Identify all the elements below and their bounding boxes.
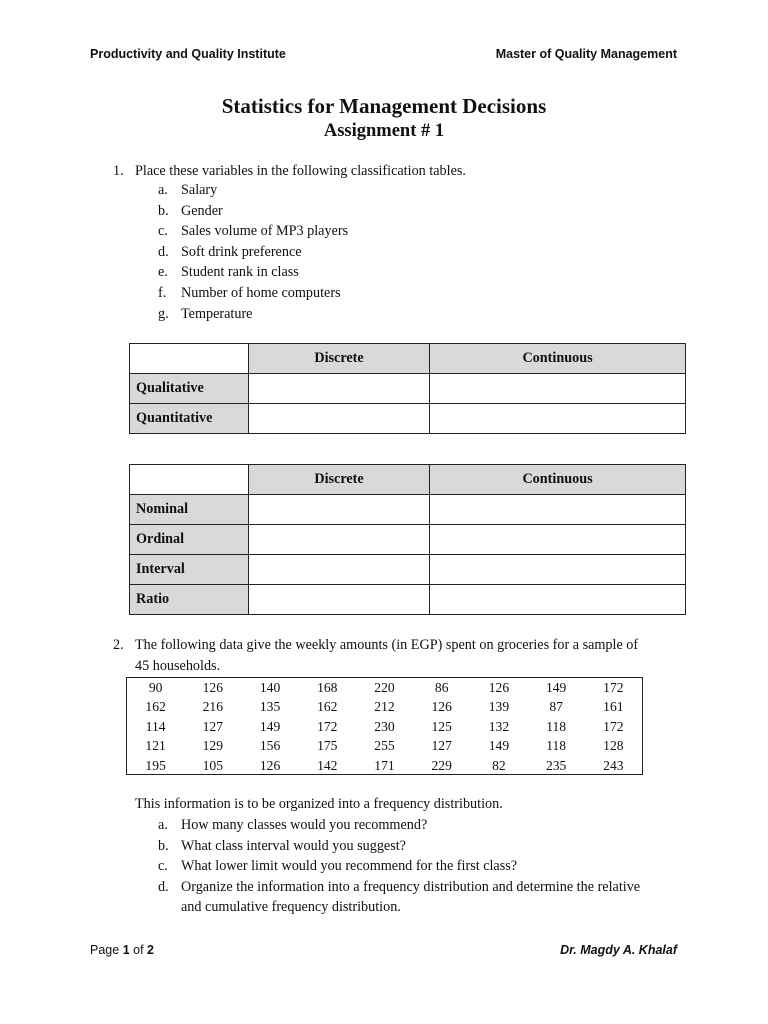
classification-table-1 [129, 343, 686, 434]
data-cell: 114 [145, 718, 166, 734]
answer-cell[interactable] [249, 374, 430, 404]
answer-cell[interactable] [430, 495, 686, 525]
data-cell: 87 [549, 699, 563, 715]
table-corner-cell [130, 344, 249, 374]
data-cell: 142 [317, 757, 338, 773]
data-cell: 171 [374, 757, 395, 773]
data-cell: 162 [145, 699, 166, 715]
data-cell: 162 [317, 699, 338, 715]
list-text: How many classes would you recommend? [181, 817, 428, 833]
data-cell: 172 [603, 680, 624, 695]
table-row [127, 756, 642, 775]
data-cell: 121 [145, 738, 166, 754]
row-label-qualitative: Qualitative [130, 374, 249, 404]
list-letter: a. [158, 182, 168, 198]
data-cell: 118 [546, 738, 567, 754]
list-text: and cumulative frequency distribution. [181, 899, 401, 916]
page-current: 1 [122, 943, 130, 957]
data-cell: 172 [603, 718, 624, 734]
data-cell: 82 [492, 757, 506, 773]
question-2-number: 2. [113, 637, 124, 653]
row-label-ordinal: Ordinal [130, 525, 249, 555]
data-cell: 168 [317, 680, 338, 695]
data-cell: 126 [202, 680, 224, 695]
table-row [127, 736, 642, 755]
data-cell: 161 [603, 699, 624, 715]
answer-cell[interactable] [249, 555, 430, 585]
author-name: Dr. Magdy A. Khalaf [560, 943, 677, 957]
list-letter: e. [158, 264, 168, 281]
list-text: Student rank in class [181, 264, 299, 281]
answer-cell[interactable] [249, 585, 430, 615]
answer-cell[interactable] [430, 555, 686, 585]
data-cell: 127 [431, 738, 452, 754]
list-text: Soft drink preference [181, 243, 302, 260]
column-header-discrete: Discrete [249, 344, 430, 374]
answer-cell[interactable] [430, 404, 686, 434]
data-cell: 229 [431, 757, 452, 773]
row-label-ratio: Ratio [130, 585, 249, 615]
data-cell: 156 [259, 738, 281, 754]
question-2-line-1: The following data give the weekly amounts (in EGP) spent on groceries for a sample of [135, 637, 639, 653]
data-cell: 149 [488, 738, 510, 754]
row-label-quantitative: Quantitative [130, 404, 249, 434]
data-cell: 86 [434, 680, 449, 695]
list-text: Sales volume of MP3 players [181, 223, 349, 240]
data-cell: 216 [202, 699, 224, 715]
header-program: Master of Quality Management [495, 47, 677, 61]
data-cell: 235 [545, 757, 567, 773]
document-title: Statistics for Management Decisions [221, 94, 547, 118]
classification-table-2 [129, 464, 686, 615]
data-cell: 220 [374, 680, 395, 695]
row-label-interval: Interval [130, 555, 249, 585]
list-text: Organize the information into a frequency distribution and determine the relative [181, 878, 641, 895]
list-text: What lower limit would you recommend for the first class? [181, 858, 518, 875]
grocery-data-box [126, 677, 643, 775]
data-cell: 125 [431, 718, 452, 734]
data-cell: 149 [259, 718, 281, 734]
list-letter: g. [158, 305, 169, 322]
answer-cell[interactable] [249, 404, 430, 434]
page-of: of [133, 943, 144, 957]
data-cell: 172 [317, 718, 338, 734]
page-word: Page [90, 943, 120, 957]
data-cell: 195 [145, 757, 166, 773]
frequency-intro: This information is to be organized into a frequency distribution. [135, 796, 503, 812]
list-letter: c. [158, 858, 168, 875]
answer-cell[interactable] [249, 525, 430, 555]
column-header-continuous: Continuous [430, 344, 686, 374]
list-letter: a. [158, 817, 168, 833]
list-letter: d. [158, 878, 169, 895]
data-cell: 126 [431, 699, 452, 715]
list-text: Number of home computers [181, 284, 341, 301]
data-cell: 132 [488, 718, 510, 734]
data-cell: 118 [546, 718, 567, 734]
column-header-discrete: Discrete [249, 465, 430, 495]
grocery-data-table [127, 678, 642, 775]
answer-cell[interactable] [430, 374, 686, 404]
page-total: 2 [147, 943, 154, 957]
question-2-line-2: 45 households. [135, 657, 221, 674]
header-institute: Productivity and Quality Institute [90, 47, 286, 61]
list-text: Temperature [181, 305, 253, 322]
data-cell: 212 [374, 699, 395, 715]
data-cell: 139 [488, 699, 510, 715]
data-cell: 105 [202, 757, 224, 773]
data-cell: 90 [148, 680, 163, 695]
table-row [127, 697, 642, 716]
list-text: Salary [181, 182, 218, 198]
question-1-number: 1. [113, 163, 124, 179]
data-cell: 135 [259, 699, 281, 715]
assignment-subtitle: Assignment # 1 [323, 121, 445, 141]
data-cell: 127 [202, 718, 224, 734]
data-cell: 129 [202, 738, 224, 754]
answer-cell[interactable] [430, 525, 686, 555]
row-label-nominal: Nominal [130, 495, 249, 525]
table-corner-cell [130, 465, 249, 495]
list-letter: c. [158, 223, 168, 240]
data-cell: 149 [545, 680, 567, 695]
list-text: What class interval would you suggest? [181, 837, 406, 854]
column-header-continuous: Continuous [430, 465, 686, 495]
list-text: Gender [181, 202, 223, 219]
list-letter: d. [158, 243, 169, 260]
data-cell: 126 [488, 680, 510, 695]
data-cell: 243 [603, 757, 624, 773]
page-number [90, 943, 154, 957]
table-row [127, 678, 642, 697]
list-letter: b. [158, 202, 169, 219]
list-letter: b. [158, 837, 169, 854]
data-cell: 126 [259, 757, 281, 773]
answer-cell[interactable] [430, 585, 686, 615]
data-cell: 230 [374, 718, 395, 734]
table-row [127, 717, 642, 736]
data-cell: 255 [374, 738, 395, 754]
data-cell: 140 [259, 680, 281, 695]
list-letter: f. [158, 284, 167, 301]
data-cell: 128 [603, 738, 624, 754]
question-1-text: Place these variables in the following classification tables. [135, 163, 466, 179]
data-cell: 175 [317, 738, 338, 754]
answer-cell[interactable] [249, 495, 430, 525]
